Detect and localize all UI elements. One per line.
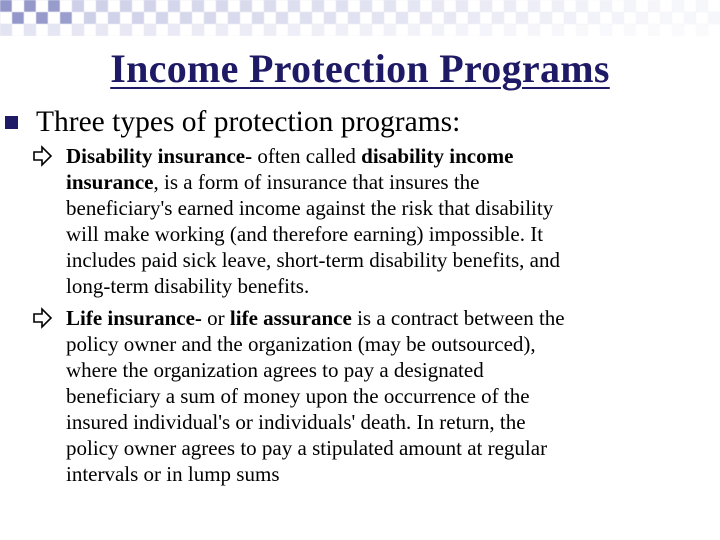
- grid-tile: [504, 0, 516, 12]
- grid-tile: [624, 24, 636, 36]
- text-line: [66, 143, 715, 169]
- grid-tile: [132, 24, 144, 36]
- sub-bullet-text: [66, 143, 715, 299]
- grid-tile: [636, 12, 648, 24]
- grid-tile: [84, 12, 96, 24]
- grid-tile: [168, 24, 180, 36]
- grid-tile: [0, 12, 12, 24]
- grid-tile: [384, 0, 396, 12]
- grid-tile: [276, 0, 288, 12]
- grid-tile: [492, 0, 504, 12]
- grid-tile: [432, 24, 444, 36]
- grid-tile: [312, 12, 324, 24]
- grid-tile: [36, 0, 48, 12]
- grid-tile: [24, 0, 36, 12]
- grid-tile: [12, 24, 24, 36]
- arrow-bullet-icon: [30, 143, 54, 169]
- text-line: [66, 273, 715, 299]
- grid-tile: [204, 0, 216, 12]
- grid-tile: [168, 0, 180, 12]
- grid-tile: [252, 24, 264, 36]
- grid-tile: [684, 0, 696, 12]
- grid-tile: [420, 24, 432, 36]
- grid-tile: [588, 0, 600, 12]
- grid-tile: [312, 24, 324, 36]
- text-run: includes paid sick leave, short-term disability benefits, and: [66, 248, 560, 272]
- grid-tile: [204, 12, 216, 24]
- grid-tile: [528, 0, 540, 12]
- grid-tile: [564, 0, 576, 12]
- grid-tile: [696, 12, 708, 24]
- sub-bullet-text: [66, 305, 715, 487]
- text-line: [66, 409, 715, 435]
- grid-tile: [348, 24, 360, 36]
- grid-tile: [336, 24, 348, 36]
- grid-tile: [108, 24, 120, 36]
- text-line: [66, 195, 715, 221]
- grid-tile: [300, 12, 312, 24]
- text-line: [66, 461, 715, 487]
- grid-tile: [300, 24, 312, 36]
- grid-tile: [408, 24, 420, 36]
- grid-tile: [432, 0, 444, 12]
- grid-tile: [468, 24, 480, 36]
- grid-tile: [552, 24, 564, 36]
- grid-tile: [648, 12, 660, 24]
- grid-tile: [264, 24, 276, 36]
- grid-tile: [672, 12, 684, 24]
- grid-tile: [612, 0, 624, 12]
- grid-tile: [600, 0, 612, 12]
- grid-tile: [156, 12, 168, 24]
- grid-tile: [96, 12, 108, 24]
- grid-tile: [708, 12, 720, 24]
- grid-tile: [480, 12, 492, 24]
- text-line: [66, 221, 715, 247]
- arrow-bullet-icon: [30, 305, 54, 331]
- grid-tile: [552, 0, 564, 12]
- grid-tile: [516, 12, 528, 24]
- grid-tile: [504, 24, 516, 36]
- grid-tile: [444, 0, 456, 12]
- grid-tile: [360, 0, 372, 12]
- grid-tile: [288, 12, 300, 24]
- grid-tile: [264, 12, 276, 24]
- grid-tile: [552, 12, 564, 24]
- grid-tile: [528, 12, 540, 24]
- grid-tile: [72, 12, 84, 24]
- grid-tile: [108, 0, 120, 12]
- grid-tile: [240, 0, 252, 12]
- grid-tile: [12, 0, 24, 12]
- grid-tile: [600, 24, 612, 36]
- grid-tile: [360, 24, 372, 36]
- grid-tile: [180, 24, 192, 36]
- text-run: long-term disability benefits.: [66, 274, 310, 298]
- grid-tile: [12, 12, 24, 24]
- grid-tile: [564, 12, 576, 24]
- text-run: is a contract between the: [351, 306, 565, 330]
- corner-grid-decoration: [0, 0, 720, 36]
- grid-tile: [228, 12, 240, 24]
- grid-tile: [588, 24, 600, 36]
- grid-tile: [456, 12, 468, 24]
- grid-tile: [708, 0, 720, 12]
- grid-tile: [312, 0, 324, 12]
- grid-tile: [228, 0, 240, 12]
- text-line: [66, 331, 715, 357]
- grid-tile: [132, 12, 144, 24]
- grid-tile: [0, 24, 12, 36]
- grid-tile: [372, 12, 384, 24]
- sub-bullet-disability: [30, 143, 715, 299]
- grid-tile: [60, 12, 72, 24]
- grid-tile: [240, 24, 252, 36]
- text-line: [66, 169, 715, 195]
- bold-text: life assurance: [229, 306, 352, 330]
- grid-tile: [276, 24, 288, 36]
- grid-tile: [120, 24, 132, 36]
- grid-tile: [468, 0, 480, 12]
- grid-tile: [180, 12, 192, 24]
- grid-tile: [300, 0, 312, 12]
- slide-title: Income Protection Programs: [110, 46, 610, 91]
- grid-tile: [348, 12, 360, 24]
- grid-tile: [96, 24, 108, 36]
- grid-tile: [72, 24, 84, 36]
- grid-tile: [456, 24, 468, 36]
- text-run: policy owner and the organization (may be outsourced),: [66, 332, 536, 356]
- grid-tile: [708, 24, 720, 36]
- grid-tile: [324, 12, 336, 24]
- text-line: [66, 435, 715, 461]
- grid-tile: [660, 0, 672, 12]
- grid-tile: [684, 12, 696, 24]
- grid-tile: [648, 24, 660, 36]
- grid-tile: [36, 24, 48, 36]
- grid-tile: [528, 24, 540, 36]
- grid-tile: [252, 12, 264, 24]
- grid-tile: [192, 12, 204, 24]
- grid-tile: [396, 24, 408, 36]
- grid-tile: [636, 24, 648, 36]
- grid-tile: [216, 12, 228, 24]
- grid-tile: [672, 24, 684, 36]
- grid-tile: [396, 12, 408, 24]
- text-line: [66, 383, 715, 409]
- grid-tile: [396, 0, 408, 12]
- grid-tile: [600, 12, 612, 24]
- grid-tile: [444, 12, 456, 24]
- grid-tile: [588, 12, 600, 24]
- bold-text: insurance: [66, 170, 154, 194]
- grid-tile: [180, 0, 192, 12]
- grid-tile: [456, 0, 468, 12]
- grid-tile: [660, 12, 672, 24]
- grid-tile: [480, 24, 492, 36]
- grid-tile: [612, 24, 624, 36]
- grid-tile: [276, 12, 288, 24]
- grid-tile: [576, 24, 588, 36]
- grid-tile: [564, 24, 576, 36]
- text-line: [66, 247, 715, 273]
- grid-tile: [408, 12, 420, 24]
- grid-tile: [360, 12, 372, 24]
- grid-tile: [636, 0, 648, 12]
- grid-tile: [24, 24, 36, 36]
- grid-tile: [540, 0, 552, 12]
- grid-tile: [120, 0, 132, 12]
- grid-tile: [48, 12, 60, 24]
- text-run: will make working (and therefore earning) impossible. It: [66, 222, 544, 246]
- grid-tile: [384, 12, 396, 24]
- square-bullet-icon: [5, 116, 18, 129]
- grid-tile: [624, 12, 636, 24]
- grid-tile: [84, 0, 96, 12]
- grid-tile: [60, 24, 72, 36]
- grid-tile: [168, 12, 180, 24]
- grid-tile: [684, 24, 696, 36]
- grid-tile: [204, 24, 216, 36]
- grid-tile: [540, 24, 552, 36]
- grid-tile: [492, 12, 504, 24]
- term-label: Disability insurance-: [66, 144, 253, 168]
- grid-tile: [624, 0, 636, 12]
- text-run: beneficiary a sum of money upon the occurrence of the: [66, 384, 530, 408]
- grid-tile: [348, 0, 360, 12]
- grid-tile: [648, 0, 660, 12]
- grid-tile: [336, 0, 348, 12]
- text-run: intervals or in lump sums: [66, 462, 280, 486]
- grid-tile: [408, 0, 420, 12]
- grid-tile: [372, 24, 384, 36]
- grid-tile: [0, 0, 12, 12]
- grid-tile: [444, 24, 456, 36]
- grid-tile: [84, 24, 96, 36]
- grid-tile: [144, 24, 156, 36]
- grid-tile: [120, 12, 132, 24]
- grid-tile: [492, 24, 504, 36]
- grid-tile: [516, 0, 528, 12]
- grid-tile: [48, 0, 60, 12]
- grid-tile: [612, 12, 624, 24]
- text-run: often called: [252, 144, 362, 168]
- grid-tile: [60, 0, 72, 12]
- grid-tile: [372, 0, 384, 12]
- grid-tile: [540, 12, 552, 24]
- grid-tile: [96, 0, 108, 12]
- grid-tile: [432, 12, 444, 24]
- grid-tile: [336, 12, 348, 24]
- term-label: Life insurance-: [66, 306, 202, 330]
- grid-tile: [324, 0, 336, 12]
- grid-tile: [108, 12, 120, 24]
- text-run: , is a form of insurance that insures the: [153, 170, 480, 194]
- grid-tile: [252, 0, 264, 12]
- text-line: [66, 357, 715, 383]
- grid-tile: [144, 0, 156, 12]
- grid-tile: [384, 24, 396, 36]
- sub-bullet-life: [30, 305, 715, 487]
- grid-tile: [192, 0, 204, 12]
- grid-tile: [288, 0, 300, 12]
- grid-tile: [216, 0, 228, 12]
- grid-tile: [144, 12, 156, 24]
- grid-tile: [264, 0, 276, 12]
- grid-tile: [672, 0, 684, 12]
- grid-tile: [516, 24, 528, 36]
- text-run: or: [201, 306, 230, 330]
- grid-tile: [72, 0, 84, 12]
- grid-tile: [288, 24, 300, 36]
- grid-tile: [480, 0, 492, 12]
- grid-tile: [36, 12, 48, 24]
- grid-tile: [192, 24, 204, 36]
- grid-tile: [504, 12, 516, 24]
- text-run: beneficiary's earned income against the risk that disability: [66, 196, 554, 220]
- grid-tile: [420, 0, 432, 12]
- grid-tile: [216, 24, 228, 36]
- grid-tile: [156, 24, 168, 36]
- grid-tile: [696, 0, 708, 12]
- grid-tile: [228, 24, 240, 36]
- grid-tile: [156, 0, 168, 12]
- grid-tile: [660, 24, 672, 36]
- text-run: insured individual's or individuals' death. In return, the: [66, 410, 526, 434]
- text-run: where the organization agrees to pay a designated: [66, 358, 484, 382]
- grid-tile: [468, 12, 480, 24]
- grid-tile: [132, 0, 144, 12]
- grid-tile: [576, 0, 588, 12]
- bold-text: disability income: [361, 144, 514, 168]
- main-bullet-text: Three types of protection programs:: [36, 106, 461, 138]
- text-line: [66, 305, 715, 331]
- grid-tile: [420, 12, 432, 24]
- grid-tile: [240, 12, 252, 24]
- grid-tile: [324, 24, 336, 36]
- grid-tile: [48, 24, 60, 36]
- text-run: policy owner agrees to pay a stipulated amount at regular: [66, 436, 548, 460]
- grid-tile: [576, 12, 588, 24]
- grid-tile: [24, 12, 36, 24]
- grid-tile: [696, 24, 708, 36]
